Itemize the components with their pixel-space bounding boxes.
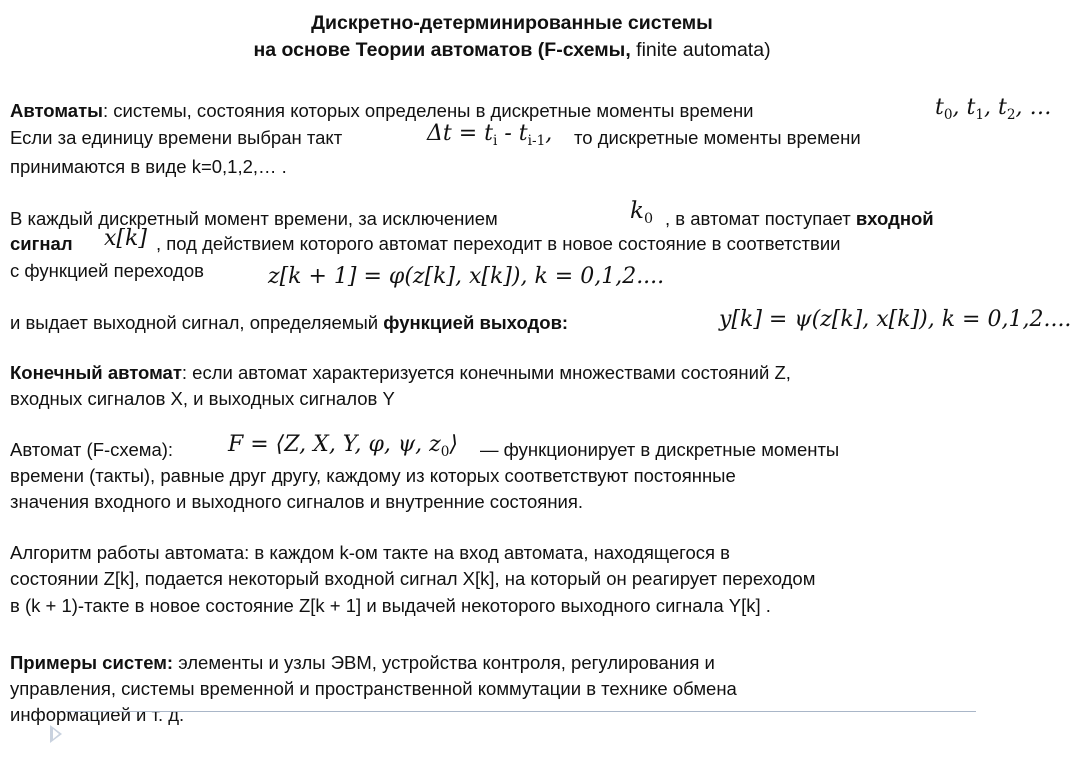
p2-input-signal-term: входной (855, 208, 934, 229)
p2-line-1a: В каждый дискретный момент времени, за исключением (10, 208, 498, 229)
formula-delta-t (427, 121, 552, 149)
formula-fscheme-b: ⟩ (449, 432, 458, 457)
formula-times-sep2: , t (984, 95, 1007, 120)
p5-line-1a: Автомат (F-схема): (10, 439, 174, 460)
p5-line-2: времени (такты), равные друг другу, каждому из которых соответствуют постоянные (10, 465, 736, 486)
title-line-2-tail: finite automata) (636, 39, 771, 61)
bottom-divider (66, 711, 976, 712)
p4-text-1: : если автомат характеризуется конечными множествами состояний Z, (181, 362, 791, 383)
p7-term: Примеры систем: (10, 652, 174, 673)
p4-line-1 (10, 360, 791, 385)
p2-signal-term: сигнал (10, 233, 73, 254)
formula-times-sep1: , t (952, 95, 976, 120)
p6-line-1: Алгоритм работы автомата: в каждом k-ом такте на вход автомата, находящегося в (10, 542, 731, 563)
p1-line-1 (10, 98, 754, 123)
formula-output: y[k] = ψ(z[k], x[k]), k = 0,1,2.... (719, 307, 1071, 332)
p3-text: и выдает выходной сигнал, определяемый (10, 312, 384, 333)
formula-delta-b: - t (497, 121, 528, 146)
slide-title (0, 10, 1024, 64)
formula-delta-sub-i: i (493, 132, 498, 149)
formula-times-sub1: 1 (975, 106, 985, 123)
title-line-1: Дискретно-детерминированные системы (311, 12, 713, 34)
formula-delta-a: Δt = t (427, 121, 493, 146)
formula-fscheme-a: F = ⟨Z, X, Y, φ, ψ, z (228, 432, 441, 457)
p1-term: Автоматы (10, 100, 103, 121)
p6-line-2: состоянии Z[k], подается некоторый входной сигнал X[k], на который он реагирует переходом (10, 568, 816, 589)
p1-line-2: Если за единицу времени выбран такт (10, 127, 343, 148)
formula-times-sub2: 2 (1006, 106, 1016, 123)
p3-output-function-term: функцией выходов: (383, 312, 569, 333)
title-line-2 (0, 37, 1024, 64)
formula-times-t: t (935, 95, 944, 120)
p3-line (10, 310, 568, 335)
title-line-2-bold: на основе Теории автоматов (F-схемы, (253, 39, 637, 61)
triangle-right-icon-inner (53, 729, 59, 739)
formula-times-end: , … (1015, 95, 1052, 120)
formula-delta-c: , (545, 121, 553, 146)
p7-line-1 (10, 650, 715, 675)
p7-text-1: элементы и узлы ЭВМ, устройства контроля, регулирования и (173, 652, 715, 673)
p4-term: Конечный автомат (10, 362, 182, 383)
formula-transition: z[k + 1] = φ(z[k], x[k]), k = 0,1,2.... (268, 264, 665, 289)
p4-line-2: входных сигналов X, и выходных сигналов Y (10, 388, 395, 409)
p1-text-1: : системы, состояния которых определены в дискретные моменты времени (102, 100, 754, 121)
p2-line-2a (10, 231, 73, 256)
formula-xk: x[k] (104, 226, 147, 251)
p6-line-3: в (k + 1)-такте в новое состояние Z[k + 1] и выдачей некоторого выходного сигнала Y[k] . (10, 595, 771, 616)
formula-fscheme-sub: 0 (440, 443, 450, 460)
p7-line-3: информацией и т. д. (10, 704, 185, 725)
p2-line-2b: , под действием которого автомат переходит в новое состояние в соответствии (156, 233, 841, 254)
p2-line-1b-text: , в автомат поступает (665, 208, 856, 229)
p7-line-2: управления, системы временной и пространственной коммутации в технике обмена (10, 678, 737, 699)
p1-line-3: принимаются в виде k=0,1,2,… . (10, 156, 287, 177)
formula-k0-sub: 0 (643, 210, 654, 227)
p1-line-2b: то дискретные моменты времени (574, 127, 861, 148)
p5-line-1b: — функционирует в дискретные моменты (480, 439, 840, 460)
formula-k0-k: k (630, 198, 644, 224)
formula-delta-sub-i1: i-1 (527, 132, 546, 149)
p5-line-3: значения входного и выходного сигналов и внутренние состояния. (10, 491, 584, 512)
formula-time-moments (935, 95, 1052, 123)
p2-line-3: с функцией переходов (10, 260, 204, 281)
p2-line-1b (665, 206, 934, 231)
formula-f-scheme (228, 432, 458, 460)
formula-times-sub0: 0 (943, 106, 953, 123)
formula-k0 (630, 198, 653, 227)
